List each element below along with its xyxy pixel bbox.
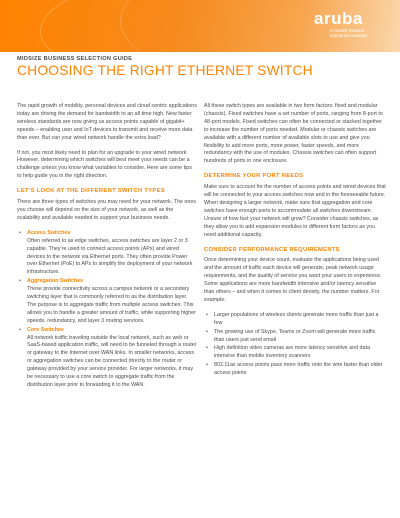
switch-type-description: Often referred to as edge switches, access switches are layer 2 or 3 capable. They’re used to connect access points (APs) and wired devices to the network via Ethernet ports. They often provide Power over Ethernet (PoE) to APs to simplify the deployment of your network infrastructure. [27, 237, 193, 276]
list-item: • The growing use of Skype, Teams or Zoom will generate more traffic than users just send email [214, 329, 386, 345]
list-item: • Larger populations of wireless clients generate more traffic than just a few [214, 312, 386, 328]
page-title: CHOOSING THE RIGHT ETHERNET SWITCH [17, 63, 313, 78]
switch-type-description: These provide connectivity across a campus network or a secondary switching layer that is commonly referred to as the distribution layer. The purpose is to aggregate traffic from multiple access switches. This allows you to handle a greater amount of traffic, while supporting higher speeds, redundancy, and layer 3 routing services. [27, 286, 196, 324]
list-item [27, 327, 197, 390]
performance-list [204, 312, 386, 378]
switch-types-list [17, 230, 197, 390]
switch-type-title: Aggregation Switches [27, 278, 84, 285]
right-column [204, 103, 386, 379]
document-overline: MIDSIZE BUSINESS SELECTION GUIDE [17, 56, 133, 62]
intro-paragraph-1: The rapid growth of mobility, personal devices and cloud centric applications today are driving the demand for bandwidth to an all time high. New faster wireless standards are now giving us access points capable of gigabit+ speeds – enabling user and IoT devices to transmit and receive more data than ever. But can your wired network handle the extra load? [17, 103, 197, 141]
left-column [17, 103, 197, 391]
switch-types-intro: There are three types of switches you may need for your network. The ones you choose will depend on the size of your network, as well as the scalability and available needed to support your business needs. [17, 199, 197, 221]
form-factors-paragraph: All these switch types are available in two form factors: fixed and modular (chassis). Fixed switches have a set number of ports, ranging from 8-port to 48-port models. Fixed switches can often be connected or stacked together to increase the number of ports needed. Modular or chassis switches are available with a different number of available slots to use and give you flexibility to add more ports, more power, faster speeds, and more redundancy with the use of modules. Chassis switches can often support hundreds of ports in one enclosure. [204, 103, 383, 165]
section-heading-performance: CONSIDER PERFORMANCE REQUIREMENTS [204, 246, 340, 253]
switch-type-title: Access Switches [27, 229, 71, 236]
section-heading-port-needs: DETERMINE YOUR PORT NEEDS [204, 173, 304, 180]
switch-type-description: All network traffic traveling outside the local network, such as web or SaaS-based application traffic, will need to be funneled through a router or gateway to the Internet over WAN links. In smaller networks, access or aggregation switches can be connected directly to the router or gateway provided by your service provider. For larger networks, it may be necessary to use a core switch to aggregate traffic from the distribution layer prior to forwarding it to the WAN. [27, 334, 197, 388]
section-heading-switch-types: LET’S LOOK AT THE DIFFERENT SWITCH TYPES [17, 188, 165, 195]
port-needs-paragraph: Make sure to account for the number of access points and wired devices that will be connected to your access switches now and in the foreseeable future. When designing a larger network, make sure that aggregation and core switches have enough ports to accommodate all switches downstream. Unsure of how fast your network will grow? Consider chassis switches, as they allow you to add expansion modules in different form factors as you need additional capacity. [204, 184, 386, 238]
performance-paragraph: Once determining your device count, evaluate the applications being used and the amount of traffic each device will generate, peak network usage requirements, and the quality of service you want your users to experience. Some applications are more bandwidth intensive and/or latency sensitive than others – and when it comes to client density, the number matters. For example: [204, 257, 382, 303]
switch-type-title: Core Switches [27, 326, 64, 333]
aruba-logo [314, 10, 382, 38]
list-item: • High definition video cameras are more latency sensitive and data intensive than mobile inventory scanners [214, 345, 386, 361]
list-item [27, 278, 197, 325]
logo-subtitle: a Hewlett Packard Enterprise company [330, 28, 368, 38]
list-item: • 802.11ax access points pass more traffic onto the wire faster than older access points [214, 362, 386, 378]
intro-paragraph-2: If not, you most likely need to plan for an upgrade to your wired network. However, determining which switches will best meet your needs can be a challenge unless you know what variables to consider. Here are some tips to help guide you in the right direction. [17, 149, 192, 180]
header-banner [0, 0, 400, 52]
list-item [27, 230, 197, 277]
logo-wordmark: aruba [314, 9, 363, 28]
